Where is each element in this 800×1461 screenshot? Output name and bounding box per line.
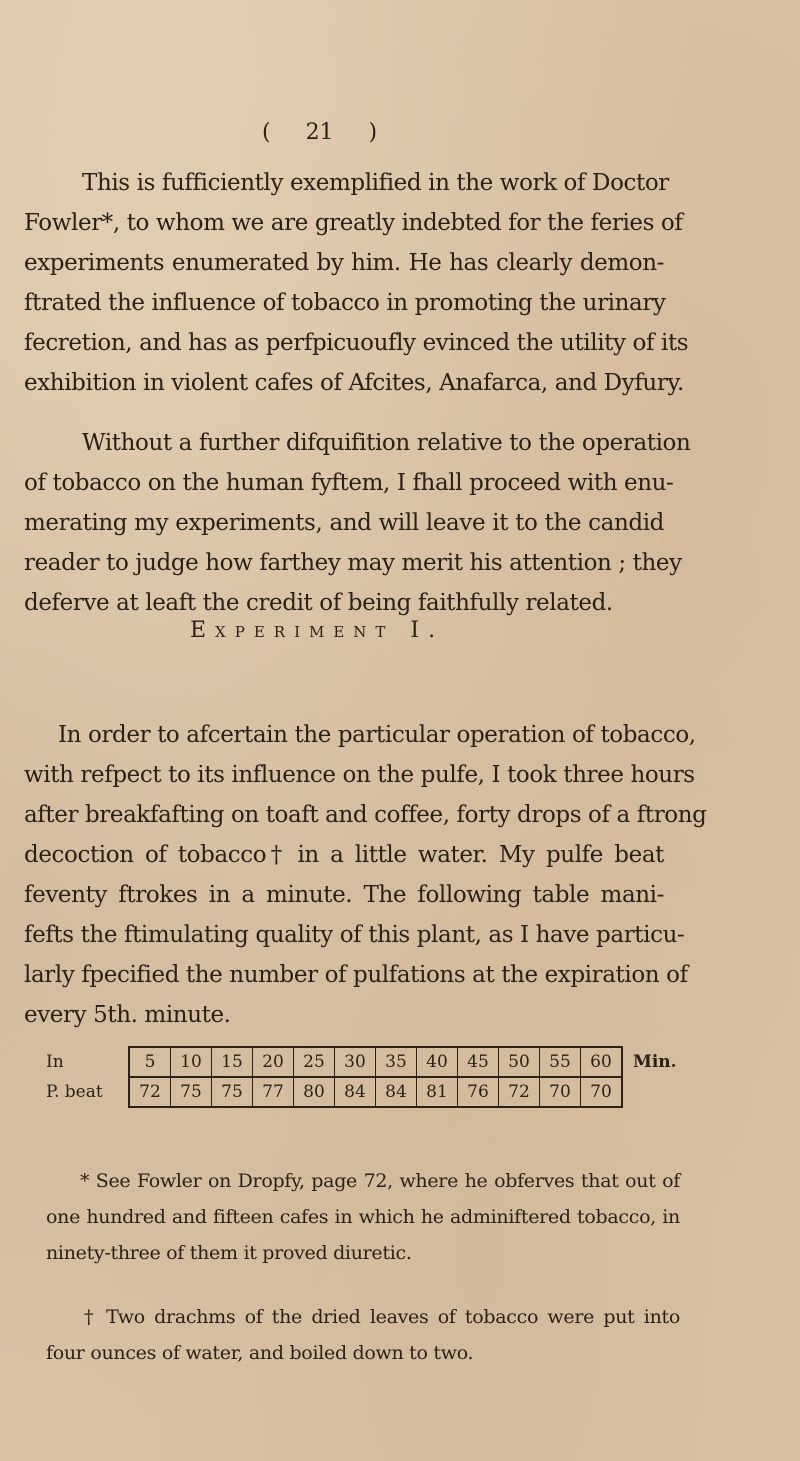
text-line: Fowler*, to whom we are greatly indebted for the feries of: [24, 210, 683, 236]
text-line: merating my experiments, and will leave it to the candid: [24, 510, 664, 536]
table-cell: 84: [335, 1077, 376, 1107]
text-line: This is fufficiently exemplified in the work of Doctor: [82, 170, 669, 196]
text-line: reader to judge how farthey may merit his attention ; they: [24, 550, 682, 576]
table-row-minutes: [40, 1047, 681, 1077]
footnote-line: * See Fowler on Dropfy, page 72, where he obferves that out of: [80, 1170, 680, 1192]
text-line: every 5th. minute.: [24, 1002, 231, 1028]
text-line: deferve at leaft the credit of being faithfully related.: [24, 590, 613, 616]
table-cell: 81: [417, 1077, 458, 1107]
footnote-line: ninety-three of them it proved diuretic.: [46, 1242, 412, 1264]
table-cell: 30: [335, 1047, 376, 1077]
text-line: with refpect to its influence on the pulfe, I took three hours: [24, 762, 695, 788]
text-line: In order to afcertain the particular operation of tobacco,: [58, 722, 696, 748]
text-line: decoction of tobacco† in a little water. My pulfe beat: [24, 842, 664, 868]
table-cell: 84: [376, 1077, 417, 1107]
table-cell: 25: [294, 1047, 335, 1077]
table-cell: 76: [458, 1077, 499, 1107]
row-label-in: In: [46, 1052, 64, 1072]
table-cell: 70: [581, 1077, 623, 1107]
text-line: fecretion, and has as perfpicuoufly evinced the utility of its: [24, 330, 689, 356]
table-cell: 10: [171, 1047, 212, 1077]
text-line: Without a further difquifition relative to the operation: [82, 430, 691, 456]
table-cell: 72: [499, 1077, 540, 1107]
table-cell: 60: [581, 1047, 623, 1077]
text-line: ftrated the influence of tobacco in promoting the urinary: [24, 290, 666, 316]
text-line: fefts the ftimulating quality of this plant, as I have particu-: [24, 922, 685, 948]
table-cell: 5: [129, 1047, 171, 1077]
table-cell: 40: [417, 1047, 458, 1077]
table-cell: 50: [499, 1047, 540, 1077]
table-cell: 77: [253, 1077, 294, 1107]
text-line: exhibition in violent cafes of Afcites, Anafarca, and Dyfury.: [24, 370, 684, 396]
row-unit-min: Min.: [633, 1052, 677, 1072]
table-cell: 15: [212, 1047, 253, 1077]
text-line: feventy ftrokes in a minute. The following table mani-: [24, 882, 664, 908]
footnote-line: one hundred and fifteen cafes in which he adminiftered tobacco, in: [46, 1206, 680, 1228]
table-cell: 35: [376, 1047, 417, 1077]
experiment-heading: Experiment I.: [190, 618, 445, 643]
text-line: after breakfafting on toaft and coffee, forty drops of a ftrong: [24, 802, 707, 828]
pulse-table: [40, 1046, 681, 1108]
footnote-line: four ounces of water, and boiled down to two.: [46, 1342, 474, 1364]
text-line: experiments enumerated by him. He has clearly demon-: [24, 250, 664, 276]
table-cell: 75: [212, 1077, 253, 1107]
table-cell: 75: [171, 1077, 212, 1107]
table-cell: 45: [458, 1047, 499, 1077]
text-line: larly fpecified the number of pulfations at the expiration of: [24, 962, 688, 988]
footnote-line: † Two drachms of the dried leaves of tobacco were put into: [84, 1306, 680, 1328]
page-number: ( 21 ): [262, 120, 378, 145]
page-number-value: 21: [305, 120, 334, 145]
row-label-pulse-beat: P. beat: [46, 1082, 103, 1102]
table-cell: 72: [129, 1077, 171, 1107]
table-cell: 55: [540, 1047, 581, 1077]
table-cell: 20: [253, 1047, 294, 1077]
table-row-pulse: [40, 1077, 681, 1107]
table-cell: 70: [540, 1077, 581, 1107]
text-line: of tobacco on the human fyftem, I fhall proceed with enu-: [24, 470, 674, 496]
table-cell: 80: [294, 1077, 335, 1107]
